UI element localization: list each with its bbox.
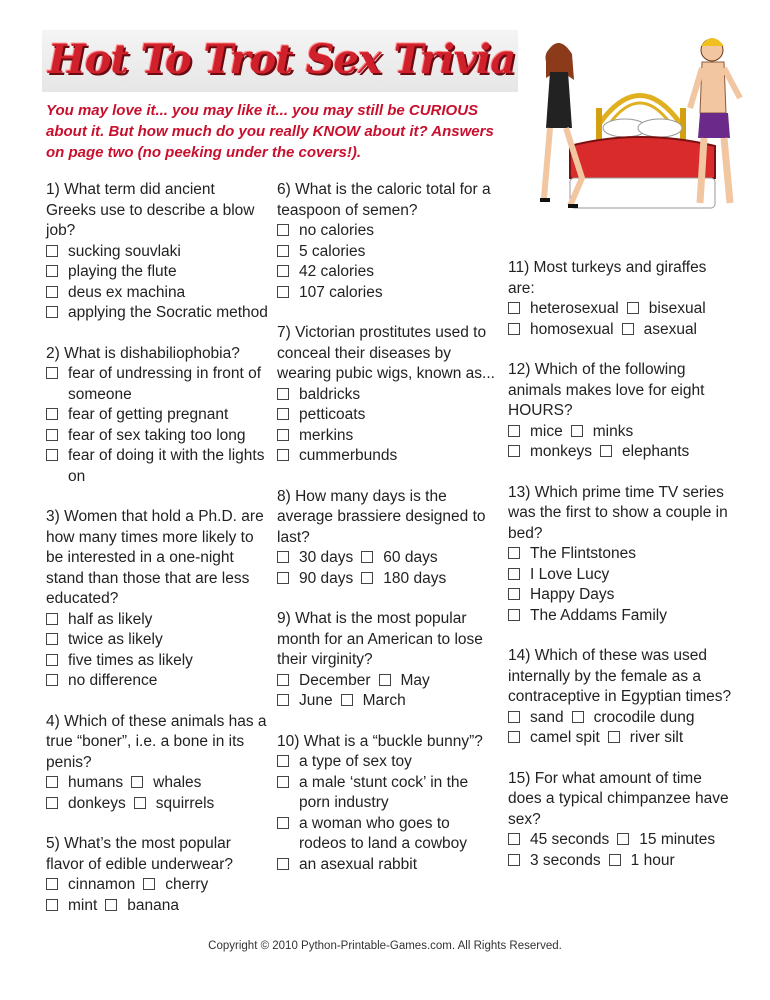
answer-option[interactable] — [617, 830, 715, 851]
checkbox[interactable] — [277, 429, 289, 441]
answer-option[interactable] — [508, 299, 619, 320]
title-text: Hot To Trot Sex Trivia — [48, 36, 516, 83]
option-row — [508, 422, 734, 443]
checkbox[interactable] — [46, 633, 58, 645]
checkbox[interactable] — [508, 609, 520, 621]
answer-option[interactable] — [361, 569, 446, 590]
answer-option[interactable] — [46, 651, 268, 672]
question-text: 8) How many days is the average brassiere designed to last? — [277, 487, 486, 546]
checkbox[interactable] — [508, 711, 520, 723]
option-row — [277, 671, 499, 692]
question-3 — [46, 507, 268, 692]
option-row — [508, 830, 734, 851]
question-text: 1) What term did ancient Greeks use to describe a blow job? — [46, 181, 255, 239]
question-12 — [508, 360, 734, 463]
question-5 — [46, 834, 268, 916]
checkbox[interactable] — [508, 568, 520, 580]
checkbox[interactable] — [131, 776, 143, 788]
answer-option[interactable] — [571, 422, 633, 443]
question-15 — [508, 769, 734, 872]
option-label: cummerbunds — [299, 447, 398, 464]
option-label: a type of sex toy — [299, 753, 412, 770]
answer-option[interactable] — [46, 896, 97, 917]
option-row — [508, 728, 734, 749]
option-label: baldricks — [299, 385, 361, 403]
option-label: May — [400, 671, 430, 689]
option-label: river silt — [629, 729, 684, 746]
checkbox[interactable] — [600, 445, 612, 457]
option-label: no calories — [299, 222, 374, 239]
option-label: bisexual — [648, 300, 706, 317]
question-14 — [508, 646, 734, 749]
option-label: sucking souvlaki — [68, 242, 181, 260]
checkbox[interactable] — [277, 776, 289, 788]
option-label: fear of sex taking too long — [68, 426, 246, 444]
question-text: 5) What’s the most popular flavor of edible underwear? — [46, 835, 233, 873]
option-label: The Addams Family — [530, 606, 667, 624]
answer-option[interactable] — [508, 320, 614, 341]
question-text: 3) Women that hold a Ph.D. are how many times more likely to be interested in a one-night stand than those that are less educated? — [46, 508, 264, 607]
checkbox[interactable] — [508, 854, 520, 866]
checkbox[interactable] — [46, 878, 58, 890]
answer-option[interactable] — [46, 405, 268, 426]
option-label: an asexual rabbit — [299, 855, 418, 873]
option-label: banana — [127, 896, 180, 914]
answer-option[interactable] — [277, 262, 499, 283]
checkbox[interactable] — [46, 654, 58, 666]
checkbox[interactable] — [277, 858, 289, 870]
checkbox[interactable] — [277, 674, 289, 686]
question-text: 14) Which of these was used internally by the female as a contraceptive in Egyptian times? — [508, 647, 732, 705]
answer-option[interactable] — [105, 896, 179, 917]
question-text: 15) For what amount of time does a typical chimpanzee have sex? — [508, 769, 729, 828]
option-row — [46, 875, 268, 896]
option-label: elephants — [622, 443, 690, 460]
checkbox[interactable] — [277, 286, 289, 298]
checkbox[interactable] — [46, 674, 58, 686]
option-label: 107 calories — [299, 283, 383, 301]
option-label: December — [299, 671, 371, 689]
answer-option[interactable] — [46, 630, 268, 651]
option-label: 45 seconds — [530, 831, 610, 848]
option-label: 15 minutes — [639, 831, 716, 848]
answer-option[interactable] — [46, 364, 268, 405]
answer-option[interactable] — [46, 303, 268, 324]
option-label: 60 days — [383, 549, 438, 566]
checkbox[interactable] — [143, 878, 155, 890]
checkbox[interactable] — [46, 429, 58, 441]
checkbox[interactable] — [508, 302, 520, 314]
checkbox[interactable] — [508, 445, 520, 457]
checkbox[interactable] — [46, 367, 58, 379]
option-label: 42 calories — [299, 263, 374, 280]
option-row — [277, 569, 499, 590]
answer-option[interactable] — [277, 283, 499, 304]
answer-option[interactable] — [508, 851, 601, 872]
answer-option[interactable] — [46, 426, 268, 447]
answer-option[interactable] — [508, 442, 592, 463]
option-label: Happy Days — [530, 586, 615, 603]
option-label: 5 calories — [299, 242, 366, 260]
column-3 — [508, 258, 734, 891]
question-text: 11) Most turkeys and giraffes are: — [508, 259, 707, 297]
answer-option[interactable] — [361, 548, 437, 569]
answer-option[interactable] — [46, 794, 126, 815]
checkbox[interactable] — [361, 572, 373, 584]
checkbox[interactable] — [46, 286, 58, 298]
option-label: a woman who goes to rodeos to land a cowboy — [299, 814, 468, 852]
answer-option[interactable] — [277, 773, 499, 814]
option-label: no difference — [68, 672, 158, 689]
option-label: March — [362, 692, 406, 709]
answer-option[interactable] — [134, 794, 215, 815]
answer-option[interactable] — [277, 242, 499, 263]
answer-option[interactable] — [46, 283, 268, 304]
option-label: cherry — [165, 876, 209, 893]
answer-option[interactable] — [277, 752, 499, 773]
checkbox[interactable] — [277, 449, 289, 461]
checkbox[interactable] — [46, 899, 58, 911]
option-label: deus ex machina — [68, 283, 186, 301]
answer-option[interactable] — [277, 569, 353, 590]
checkbox[interactable] — [46, 613, 58, 625]
option-label: fear of doing it with the lights on — [68, 447, 265, 485]
question-text: 7) Victorian prostitutes used to conceal their diseases by wearing pubic wigs, known as... — [277, 324, 495, 382]
checkbox[interactable] — [134, 797, 146, 809]
answer-option[interactable] — [277, 691, 333, 712]
checkbox[interactable] — [46, 449, 58, 461]
answer-option[interactable] — [46, 262, 268, 283]
column-1 — [46, 180, 268, 936]
option-label: squirrels — [155, 794, 215, 812]
option-row — [277, 691, 499, 712]
option-label: 3 seconds — [530, 851, 601, 869]
question-2 — [46, 344, 268, 488]
answer-option[interactable] — [277, 671, 371, 692]
question-9 — [277, 609, 499, 712]
checkbox[interactable] — [361, 551, 373, 563]
option-row — [46, 773, 268, 794]
option-label: fear of undressing in front of someone — [68, 365, 262, 403]
answer-option[interactable] — [508, 565, 734, 586]
option-label: whales — [153, 774, 202, 791]
checkbox[interactable] — [608, 731, 620, 743]
option-label: donkeys — [68, 794, 126, 812]
option-label: applying the Socratic method — [68, 304, 268, 321]
option-label: homosexual — [530, 320, 614, 338]
question-text: 2) What is dishabiliophobia? — [46, 344, 240, 362]
checkbox[interactable] — [105, 899, 117, 911]
option-row — [508, 320, 734, 341]
column-2 — [277, 180, 499, 895]
answer-option[interactable] — [46, 242, 268, 263]
option-label: mint — [68, 896, 98, 914]
option-label: The Flintstones — [530, 545, 636, 562]
answer-option[interactable] — [277, 426, 499, 447]
option-label: cinnamon — [68, 876, 136, 893]
answer-option[interactable] — [508, 422, 563, 443]
checkbox[interactable] — [46, 265, 58, 277]
option-label: camel spit — [530, 729, 600, 746]
question-11 — [508, 258, 734, 340]
checkbox[interactable] — [609, 854, 621, 866]
answer-option[interactable] — [609, 851, 675, 872]
answer-option[interactable] — [600, 442, 689, 463]
option-row — [508, 851, 734, 872]
option-label: petticoats — [299, 406, 366, 423]
option-label: 90 days — [299, 569, 354, 587]
answer-option[interactable] — [277, 385, 499, 406]
question-text: 9) What is the most popular month for an American to lose their virginity? — [277, 610, 483, 668]
answer-option[interactable] — [608, 728, 683, 749]
checkbox[interactable] — [379, 674, 391, 686]
question-7 — [277, 323, 499, 467]
answer-option[interactable] — [622, 320, 697, 341]
checkbox[interactable] — [508, 731, 520, 743]
couple-beside-red-bed-icon — [530, 28, 750, 228]
answer-option[interactable] — [277, 814, 499, 855]
option-label: playing the flute — [68, 263, 177, 280]
question-4 — [46, 712, 268, 815]
option-row — [46, 794, 268, 815]
option-label: a male ‘stunt cock’ in the porn industry — [299, 773, 469, 811]
checkbox[interactable] — [508, 425, 520, 437]
answer-option[interactable] — [508, 585, 734, 606]
answer-option[interactable] — [277, 855, 499, 876]
checkbox[interactable] — [277, 755, 289, 767]
option-row — [277, 548, 499, 569]
checkbox[interactable] — [508, 833, 520, 845]
option-label: June — [299, 692, 333, 709]
checkbox[interactable] — [277, 408, 289, 420]
question-text: 4) Which of these animals has a true “boner”, i.e. a bone in its penis? — [46, 712, 267, 771]
option-label: merkins — [299, 426, 354, 444]
question-1 — [46, 180, 268, 324]
answer-option[interactable] — [508, 708, 564, 729]
option-row — [46, 896, 268, 917]
answer-option[interactable] — [341, 691, 406, 712]
answer-option[interactable] — [572, 708, 695, 729]
checkbox[interactable] — [46, 306, 58, 318]
answer-option[interactable] — [277, 446, 499, 467]
checkbox[interactable] — [277, 245, 289, 257]
option-label: five times as likely — [68, 651, 193, 669]
question-10 — [277, 732, 499, 876]
answer-option[interactable] — [508, 606, 734, 627]
answer-option[interactable] — [627, 299, 706, 320]
checkbox[interactable] — [46, 776, 58, 788]
option-row — [508, 708, 734, 729]
option-label: crocodile dung — [593, 708, 695, 726]
checkbox[interactable] — [277, 694, 289, 706]
checkbox[interactable] — [277, 817, 289, 829]
answer-option[interactable] — [508, 830, 609, 851]
checkbox[interactable] — [341, 694, 353, 706]
checkbox[interactable] — [277, 224, 289, 236]
answer-option[interactable] — [46, 446, 268, 487]
checkbox[interactable] — [277, 388, 289, 400]
checkbox[interactable] — [277, 265, 289, 277]
question-text: 10) What is a “buckle bunny”? — [277, 732, 483, 750]
checkbox[interactable] — [46, 245, 58, 257]
option-label: 30 days — [299, 549, 354, 566]
answer-option[interactable] — [508, 728, 600, 749]
option-label: monkeys — [530, 443, 593, 460]
intro-text: You may love it... you may like it... you may still be CURIOUS about it. But how much do you really KNOW about it? Answers on page two (no peeking under the covers!). — [46, 102, 494, 161]
option-label: mice — [530, 422, 563, 440]
checkbox[interactable] — [508, 323, 520, 335]
checkbox[interactable] — [46, 797, 58, 809]
answer-option[interactable] — [143, 875, 208, 896]
option-label: asexual — [643, 320, 698, 338]
question-text: 12) Which of the following animals makes love for eight HOURS? — [508, 361, 705, 419]
answer-option[interactable] — [131, 773, 201, 794]
answer-option[interactable] — [277, 221, 499, 242]
answer-option[interactable] — [277, 548, 353, 569]
checkbox[interactable] — [508, 547, 520, 559]
option-label: twice as likely — [68, 631, 163, 648]
answer-option[interactable] — [46, 610, 268, 631]
option-label: sand — [530, 708, 564, 726]
checkbox[interactable] — [617, 833, 629, 845]
option-label: 180 days — [383, 569, 447, 587]
option-label: heterosexual — [530, 300, 619, 317]
option-label: fear of getting pregnant — [68, 406, 229, 423]
option-label: minks — [592, 422, 634, 440]
question-13 — [508, 483, 734, 627]
option-label: humans — [68, 774, 124, 791]
checkbox[interactable] — [277, 551, 289, 563]
checkbox[interactable] — [571, 425, 583, 437]
copyright: Copyright © 2010 Python-Printable-Games.com. All Rights Reserved. — [208, 940, 562, 952]
question-6 — [277, 180, 499, 303]
page-title — [42, 30, 518, 92]
answer-option[interactable] — [46, 773, 123, 794]
option-label: half as likely — [68, 610, 153, 628]
checkbox[interactable] — [627, 302, 639, 314]
question-text: 6) What is the caloric total for a teaspoon of semen? — [277, 181, 491, 219]
checkbox[interactable] — [46, 408, 58, 420]
answer-option[interactable] — [508, 544, 734, 565]
option-row — [508, 299, 734, 320]
checkbox[interactable] — [508, 588, 520, 600]
checkbox[interactable] — [277, 572, 289, 584]
option-label: I Love Lucy — [530, 565, 610, 583]
answer-option[interactable] — [46, 875, 135, 896]
option-row — [508, 442, 734, 463]
checkbox[interactable] — [572, 711, 584, 723]
question-8 — [277, 487, 499, 590]
checkbox[interactable] — [622, 323, 634, 335]
option-label: 1 hour — [630, 851, 675, 869]
question-text: 13) Which prime time TV series was the first to show a couple in bed? — [508, 483, 728, 542]
answer-option[interactable] — [46, 671, 268, 692]
answer-option[interactable] — [277, 405, 499, 426]
answer-option[interactable] — [379, 671, 430, 692]
